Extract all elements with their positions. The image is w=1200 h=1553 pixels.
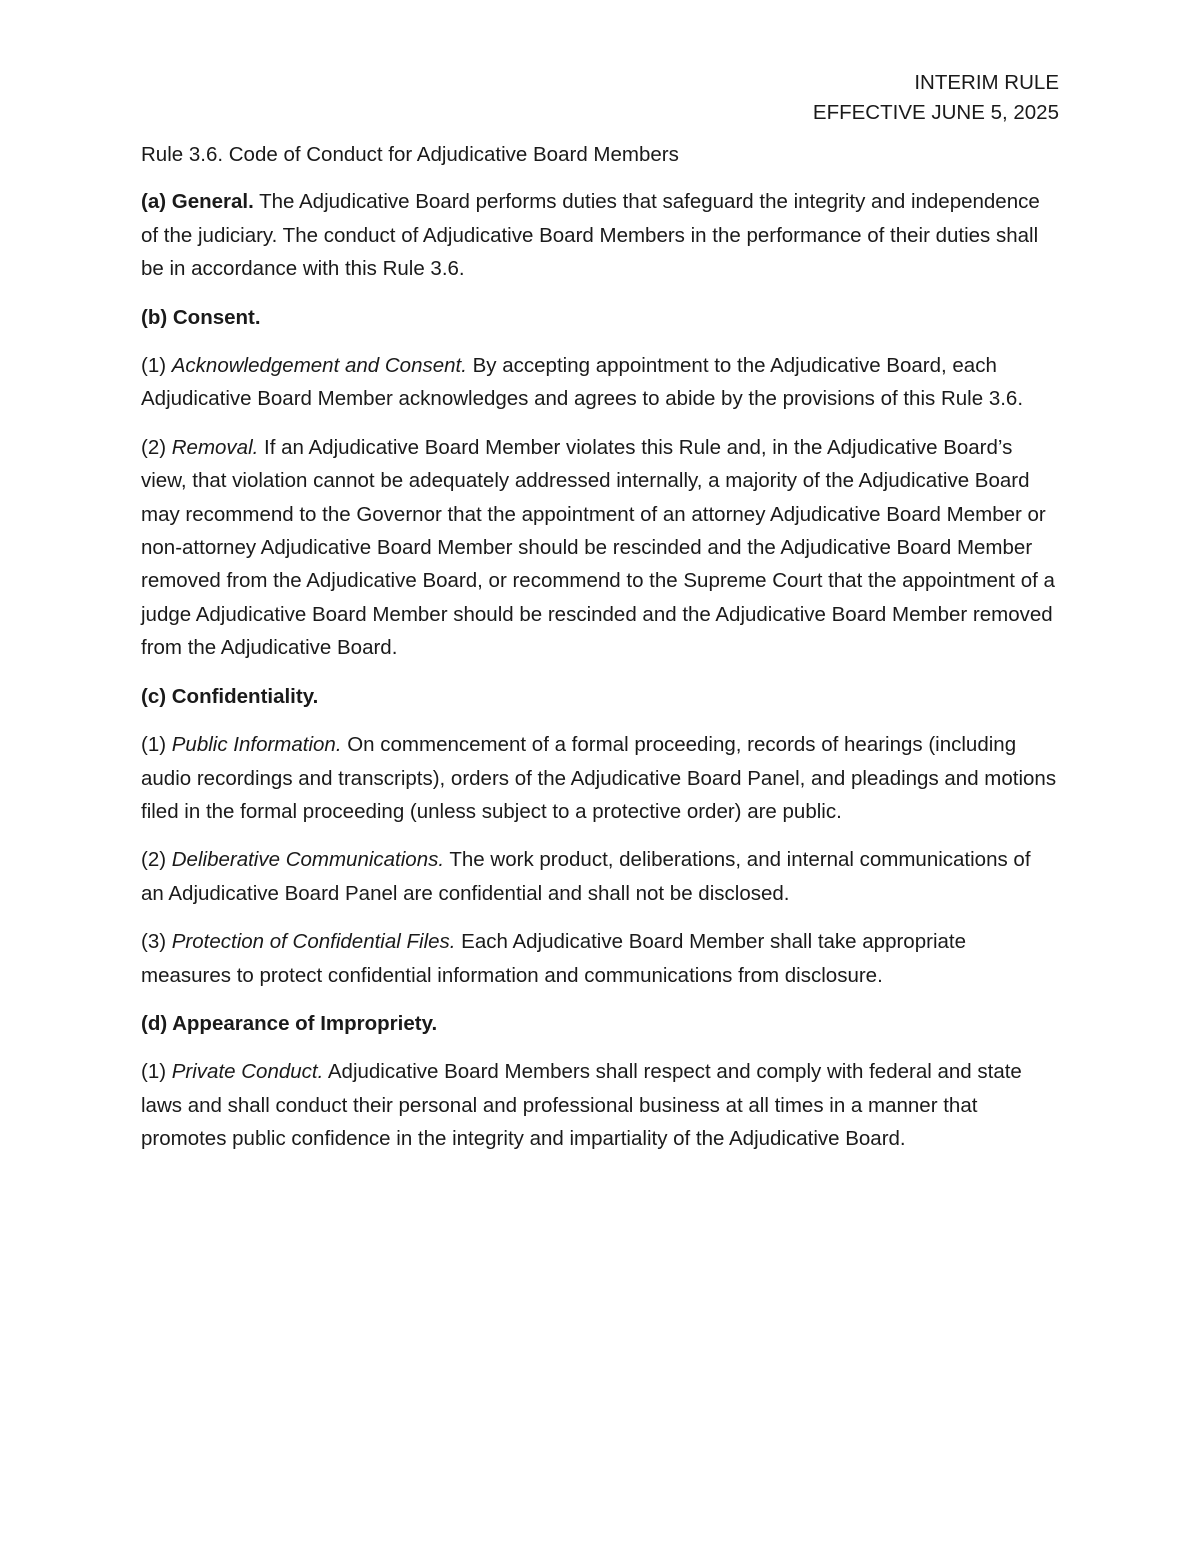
- document-header: [141, 68, 1059, 128]
- section-c-item-2: [141, 843, 1059, 910]
- item-title: Protection of Confidential Files.: [171, 930, 456, 954]
- section-a-paragraph: [141, 185, 1059, 285]
- item-text: If an Adjudicative Board Member violates this Rule and, in the Adjudicative Board’s view, that violation cannot be adequately addressed internally, a majority of the Adjudicative Board may recommend to the Governor that the appointment of an attorney Adjudicative Board Member or non-attorney Adjudicative Board Member should be rescinded and the Adjudicative Board Member removed from the Adjudicative Board, or recommend to the Supreme Court that the appointment of a judge Adjudicative Board Member should be rescinded and the Adjudicative Board Member removed from the Adjudicative Board.: [141, 435, 1055, 660]
- item-title: Private Conduct.: [171, 1060, 324, 1084]
- item-number: (1): [141, 1060, 172, 1084]
- section-d-item-1: [141, 1055, 1059, 1155]
- item-title: Deliberative Communications.: [171, 848, 445, 872]
- item-text: On commencement of a formal proceeding, records of hearings (including audio recordings and transcripts), orders of the Adjudicative Board Panel, and pleadings and motions filed in the formal proceeding (unless subject to a protective order) are public.: [141, 733, 1057, 823]
- section-b-heading: (b) Consent.: [141, 305, 261, 329]
- section-c-item-3: [141, 925, 1059, 992]
- section-c-heading: (c) Confidentiality.: [141, 684, 319, 708]
- item-text: By accepting appointment to the Adjudicative Board, each Adjudicative Board Member acknowledges and agrees to abide by the provisions of this Rule 3.6.: [141, 354, 1024, 411]
- item-title: Public Information.: [171, 733, 342, 757]
- section-c-item-1: [141, 728, 1059, 828]
- item-number: (3): [141, 930, 172, 954]
- item-text: The work product, deliberations, and internal communications of an Adjudicative Board Panel are confidential and shall not be disclosed.: [141, 848, 1031, 905]
- item-number: (2): [141, 848, 172, 872]
- section-b-item-2: [141, 431, 1059, 665]
- document-page: [141, 68, 1059, 1171]
- rule-title: Rule 3.6. Code of Conduct for Adjudicative Board Members: [141, 143, 679, 166]
- item-title: Removal.: [171, 435, 259, 459]
- item-text: Adjudicative Board Members shall respect and comply with federal and state laws and shall conduct their personal and professional business at all times in a manner that promotes public confidence in the integrity and impartiality of the Adjudicative Board.: [141, 1060, 1022, 1151]
- item-number: (1): [141, 733, 172, 757]
- item-text: Each Adjudicative Board Member shall take appropriate measures to protect confidential information and communications from disclosure.: [141, 930, 966, 987]
- header-effective-date: EFFECTIVE JUNE 5, 2025: [812, 101, 1059, 124]
- item-number: (1): [141, 354, 172, 378]
- header-rule-status: INTERIM RULE: [914, 71, 1059, 94]
- section-d-heading: (d) Appearance of Impropriety.: [141, 1011, 438, 1035]
- section-b-item-1: [141, 349, 1059, 416]
- section-a-heading: (a) General.: [141, 190, 254, 214]
- item-title: Acknowledgement and Consent.: [171, 354, 467, 378]
- section-a-text: The Adjudicative Board performs duties that safeguard the integrity and independence of the judiciary. The conduct of Adjudicative Board Members in the performance of their duties shall be in accordance with this Rule 3.6.: [141, 190, 1040, 281]
- item-number: (2): [141, 435, 172, 459]
